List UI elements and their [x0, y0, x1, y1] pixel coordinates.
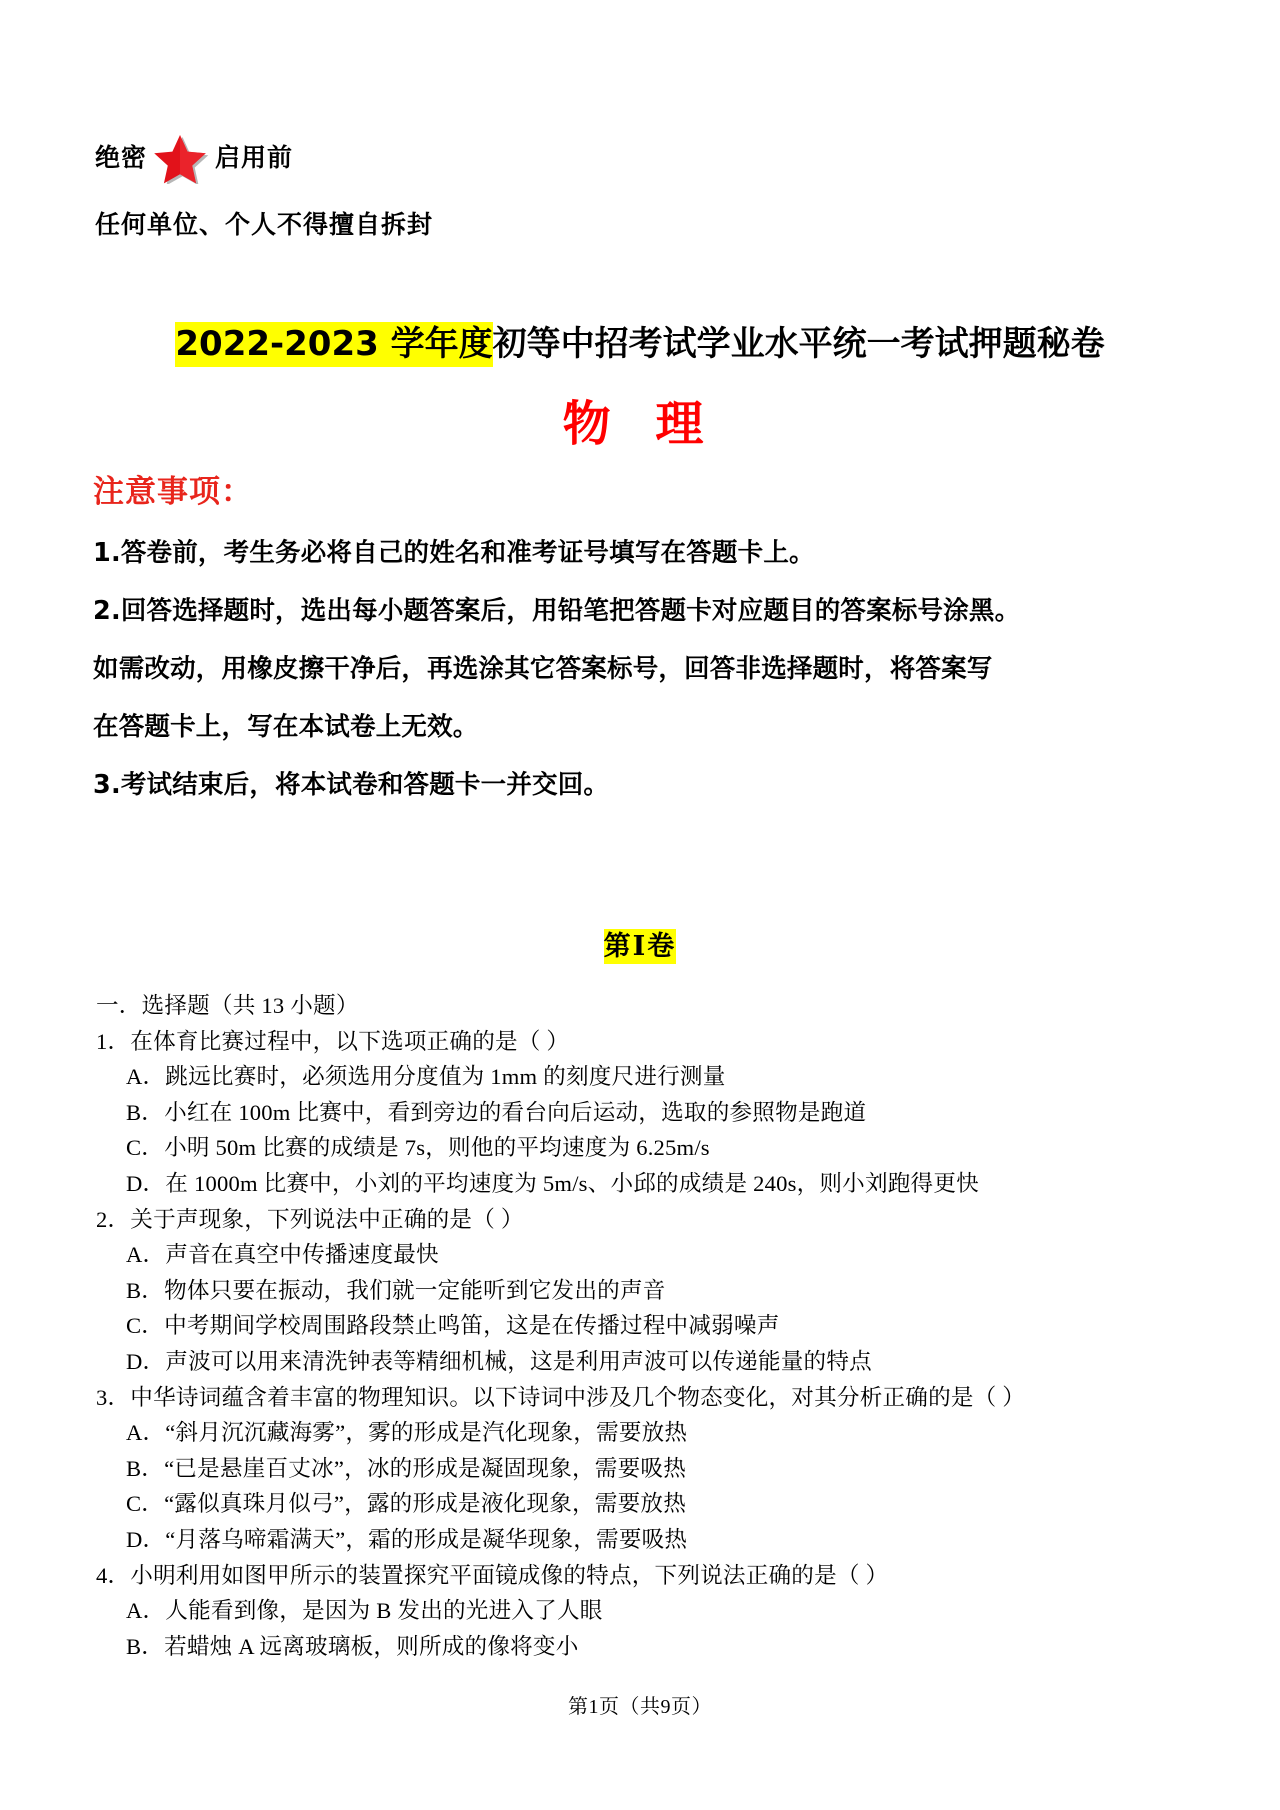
no-unauthorized-open-notice: 任何单位、个人不得擅自拆封 [95, 212, 434, 239]
notice-heading: 注意事项： [93, 474, 253, 510]
notice-list [93, 524, 1193, 814]
question-option: D．在 1000m 比赛中，小刘的平均速度为 5m/s、小邱的成绩是 240s，则小刘跑得更快 [126, 1170, 979, 1196]
secret-label: 绝密 [95, 144, 148, 172]
question-option: D．“月落乌啼霜满天”，霜的形成是凝华现象，需要吸热 [126, 1526, 688, 1552]
volume-heading-label: 第Ⅰ卷 [604, 929, 677, 964]
notice-item: 1.答卷前，考生务必将自己的姓名和准考证号填写在答题卡上。 [93, 538, 815, 568]
question-stem: 1．在体育比赛过程中，以下选项正确的是（ ） [96, 1028, 570, 1054]
question-option: C．中考期间学校周围路段禁止鸣笛，这是在传播过程中减弱噪声 [126, 1313, 780, 1339]
question-option: B．小红在 100m 比赛中，看到旁边的看台向后运动，选取的参照物是跑道 [126, 1099, 867, 1125]
question-option: B．物体只要在振动，我们就一定能听到它发出的声音 [126, 1277, 666, 1303]
question-option: A．人能看到像，是因为 B 发出的光进入了人眼 [126, 1598, 603, 1624]
volume-heading [0, 924, 1280, 963]
question-stem: 4．小明利用如图甲所示的装置探究平面镜成像的特点，下列说法正确的是（ ） [96, 1562, 889, 1588]
question-stem: 3．中华诗词蕴含着丰富的物理知识。以下诗词中涉及几个物态变化，对其分析正确的是（ ） [96, 1384, 1026, 1410]
notice-item: 在答题卡上，写在本试卷上无效。 [93, 712, 479, 742]
question-item [96, 1558, 1196, 1665]
page-title [0, 316, 1280, 365]
notice-item: 3.考试结束后，将本试卷和答题卡一并交回。 [93, 770, 610, 800]
question-stem: 2．关于声现象，下列说法中正确的是（ ） [96, 1206, 524, 1232]
notice-item: 2.回答选择题时，选出每小题答案后，用铅笔把答题卡对应题目的答案标号涂黑。 [93, 596, 1021, 626]
page-title-rest: 初等中招考试学业水平统一考试押题秘卷 [492, 324, 1105, 364]
question-option: A．跳远比赛时，必须选用分度值为 1mm 的刻度尺进行测量 [126, 1064, 726, 1090]
page-footer: 第1页（共9页） [568, 1696, 712, 1718]
section-heading: 一．选择题（共 13 小题） [96, 993, 359, 1018]
question-item [96, 1024, 1196, 1202]
notice-item: 如需改动，用橡皮擦干净后，再选涂其它答案标号，回答非选择题时，将答案写 [93, 654, 993, 684]
question-option: A．“斜月沉沉藏海雾”，雾的形成是汽化现象，需要放热 [126, 1420, 688, 1446]
question-option: B．“已是悬崖百丈冰”，冰的形成是凝固现象，需要吸热 [126, 1455, 686, 1481]
question-option: C．小明 50m 比赛的成绩是 7s，则他的平均速度为 6.25m/s [126, 1135, 710, 1161]
question-item [96, 1380, 1196, 1558]
secret-header-row [95, 133, 293, 183]
red-star-icon [151, 132, 209, 184]
question-option: A．声音在真空中传播速度最快 [126, 1242, 439, 1268]
question-option: B．若蜡烛 A 远离玻璃板，则所成的像将变小 [126, 1633, 579, 1659]
question-option: C．“露似真珠月似弓”，露的形成是液化现象，需要放热 [126, 1491, 686, 1517]
before-use-label: 启用前 [215, 144, 294, 172]
page-title-highlighted: 2022-2023 学年度 [175, 322, 492, 367]
question-item [96, 1202, 1196, 1380]
questions-area [96, 988, 1196, 1664]
subject-title: 物 理 [562, 396, 718, 452]
question-option: D．声波可以用来清洗钟表等精细机械，这是利用声波可以传递能量的特点 [126, 1348, 872, 1374]
